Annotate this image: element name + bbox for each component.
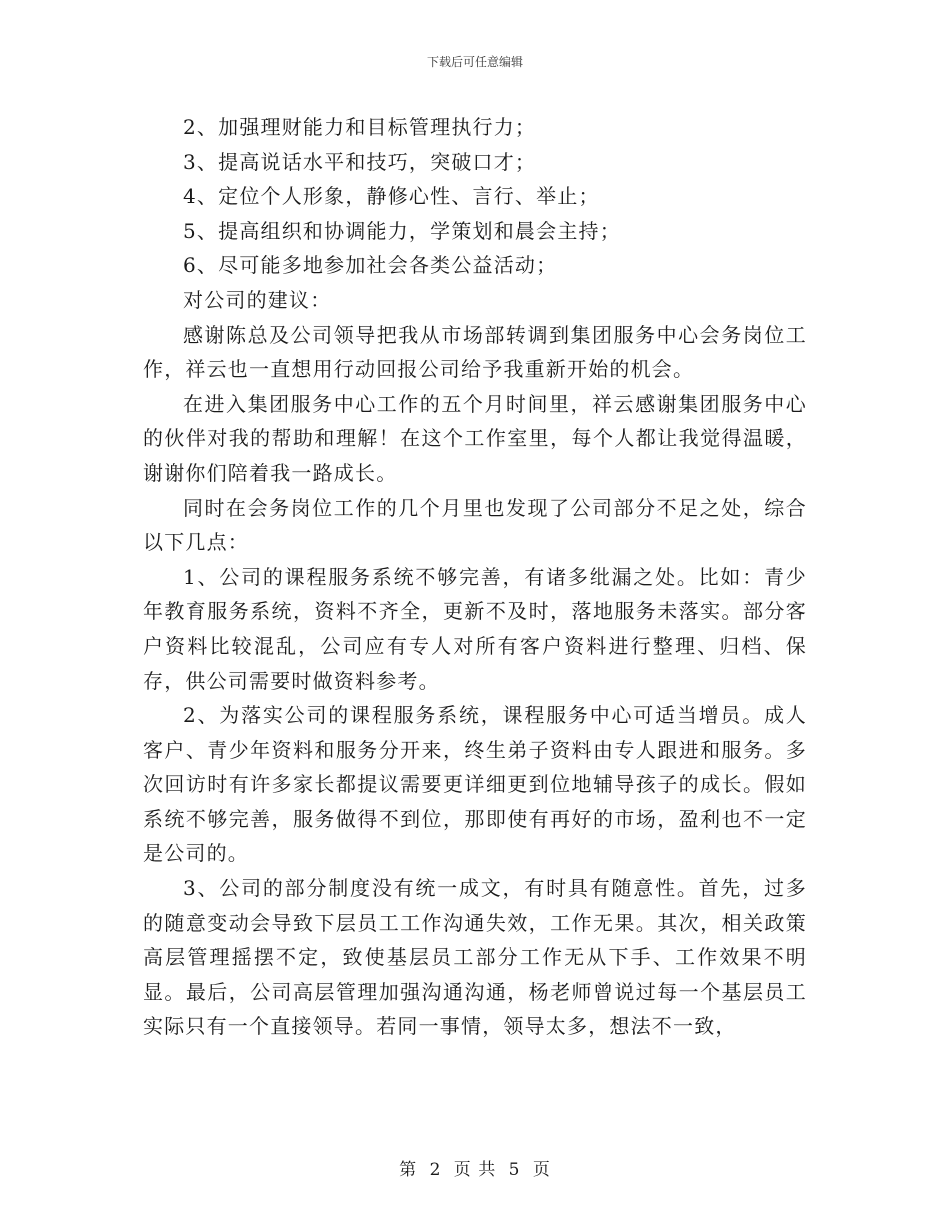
paragraph-goal-4: 4、定位个人形象，静修心性、言行、举止；	[183, 184, 600, 209]
paragraph-suggestion-2: 2、为落实公司的课程服务系统，课程服务中心可适当增员。成人客户、青少年资料和服务分开来，终生弟子资料由专人跟进和服务。多次回访时有许多家长都提议需要更详细更到位地辅导孩子的成长。假如系统不够完善，服务做得不到位，那即使有再好的市场，盈利也不一定是公司的。	[143, 703, 807, 866]
paragraph-shortcomings-intro: 同时在会务岗位工作的几个月里也发现了公司部分不足之处，综合以下几点：	[143, 495, 807, 555]
footer-middle: 页 共	[453, 1160, 497, 1180]
document-body	[143, 110, 807, 1044]
page-header-note: 下载后可任意编辑	[426, 55, 523, 69]
paragraph-suggestion-3: 3、公司的部分制度没有统一成文，有时具有随意性。首先，过多的随意变动会导致下层员工工作沟通失效，工作无果。其次，相关政策高层管理摇摆不定，致使基层员工部分工作无从下手、工作效果不明显。最后，公司高层管理加强沟通沟通，杨老师曾说过每一个基层员工实际只有一个直接领导。若同一事情，领导太多，想法不一致，	[143, 876, 807, 1039]
paragraph-thanks: 感谢陈总及公司领导把我从市场部转调到集团服务中心会务岗位工作，祥云也一直想用行动回报公司给予我重新开始的机会。	[143, 322, 807, 382]
section-heading-suggestions: 对公司的建议：	[183, 287, 332, 312]
paragraph-goal-5: 5、提高组织和协调能力，学策划和晨会主持；	[183, 218, 621, 243]
paragraph-goal-2: 2、加强理财能力和目标管理执行力；	[183, 115, 537, 139]
paragraph-goal-3: 3、提高说话水平和技巧，突破口才；	[183, 149, 537, 174]
footer-total-pages: 5	[508, 1160, 521, 1180]
page-footer	[0, 1155, 950, 1180]
footer-prefix: 第	[399, 1160, 418, 1180]
footer-suffix: 页	[532, 1160, 551, 1180]
paragraph-suggestion-1: 1、公司的课程服务系统不够完善，有诸多纰漏之处。比如：青少年教育服务系统，资料不齐全，更新不及时，落地服务未落实。部分客户资料比较混乱，公司应有专人对所有客户资料进行整理、归档、保存，供公司需要时做资料参考。	[143, 564, 807, 693]
footer-page-number: 2	[429, 1160, 442, 1180]
paragraph-goal-6: 6、尽可能多地参加社会各类公益活动；	[183, 253, 558, 278]
paragraph-experience: 在进入集团服务中心工作的五个月时间里，祥云感谢集团服务中心的伙伴对我的帮助和理解！在这个工作室里，每个人都让我觉得温暖，谢谢你们陪着我一路成长。	[143, 391, 807, 485]
